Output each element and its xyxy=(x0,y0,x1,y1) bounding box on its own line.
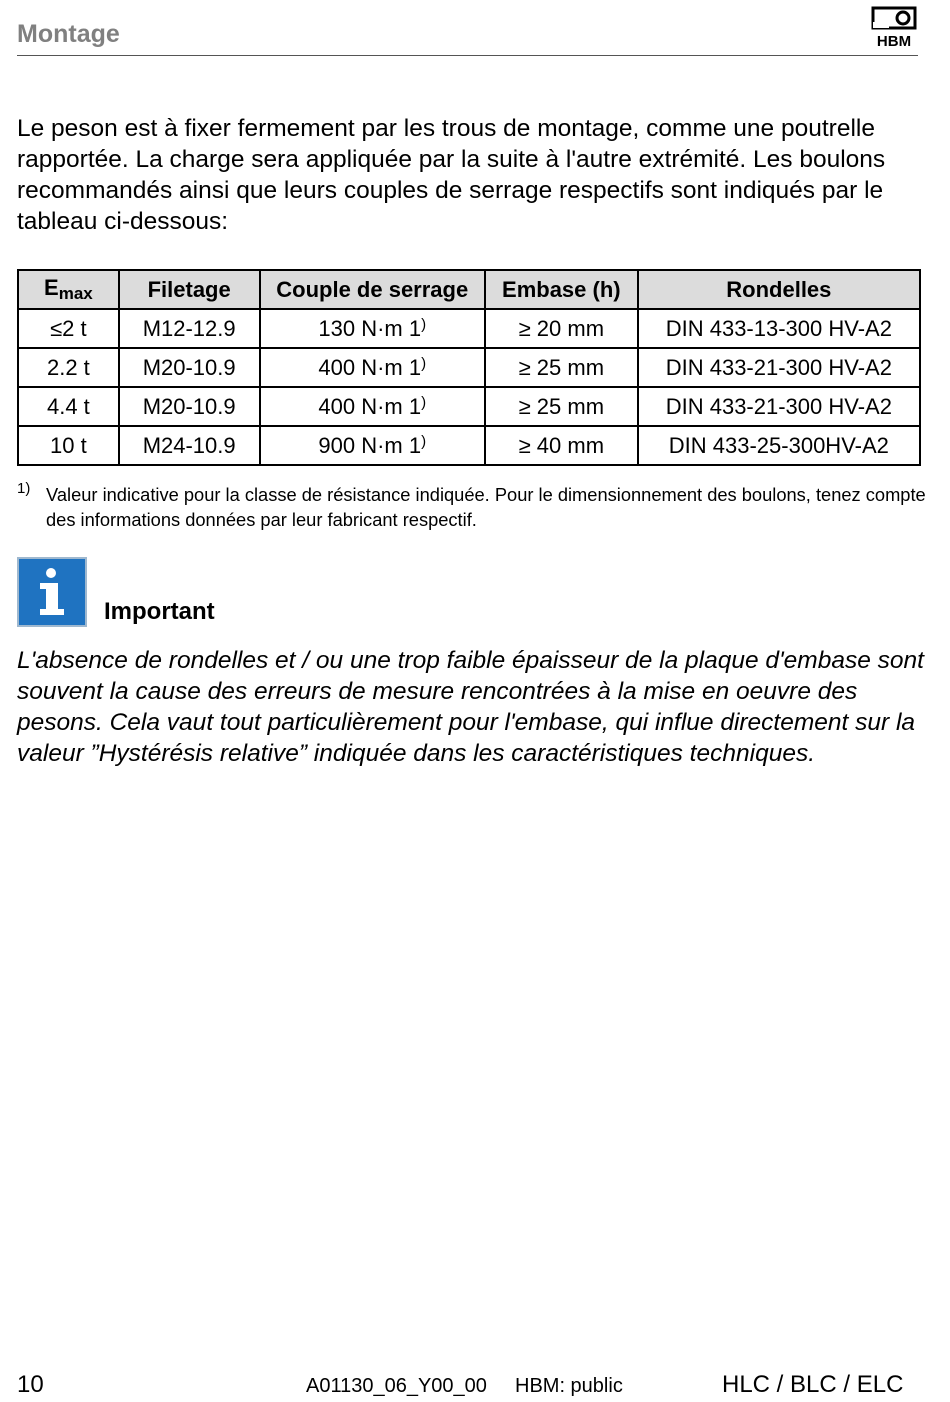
bolt-spec-table xyxy=(17,269,921,466)
table-row xyxy=(18,387,920,426)
cell-base: ≥ 40 mm xyxy=(485,426,638,465)
header-thread: Filetage xyxy=(119,270,260,309)
section-title: Montage xyxy=(17,20,120,48)
important-text: L'absence de rondelles et / ou une trop faible épaisseur de la plaque d'embase sont souvent la cause des erreurs de mesure rencontrées à la mise en oeuvre des pesons. Cela vaut tout particulièrement pour l'embase, qui influe directement sur la valeur ”Hystérésis relative” indiquée dans les caractéristiques techniques. xyxy=(17,647,924,767)
page-number: 10 xyxy=(17,1371,44,1398)
cell-washers: DIN 433-13-300 HV-A2 xyxy=(638,309,920,348)
table-row xyxy=(18,309,920,348)
table-header-row xyxy=(18,270,920,309)
intro-paragraph: Le peson est à fixer fermement par les trous de montage, comme une poutrelle rapportée. La charge sera appliquée par la suite à l'autre extrémité. Les boulons recommandés ainsi que leurs couples de serrage respectifs sont indiqués par le tableau ci-dessous: xyxy=(17,115,886,235)
footnote-text: Valeur indicative pour la classe de résistance indiquée. Pour le dimensionnement des boulons, tenez compte des informations données par leur fabricant respectif. xyxy=(46,484,926,530)
svg-text:HBM: HBM xyxy=(876,33,912,48)
cell-washers: DIN 433-21-300 HV-A2 xyxy=(638,387,920,426)
cell-washers: DIN 433-25-300HV-A2 xyxy=(638,426,920,465)
header-torque: Couple de serrage xyxy=(260,270,485,309)
cell-emax: ≤2 t xyxy=(18,309,119,348)
table-row xyxy=(18,348,920,387)
cell-base: ≥ 25 mm xyxy=(485,348,638,387)
cell-torque: 400 N·m 1) xyxy=(260,348,485,387)
cell-thread: M24-10.9 xyxy=(119,426,260,465)
info-icon xyxy=(17,557,87,627)
footnote-marker: 1) xyxy=(17,480,31,497)
cell-emax: 4.4 t xyxy=(18,387,119,426)
cell-thread: M20-10.9 xyxy=(119,348,260,387)
cell-thread: M12-12.9 xyxy=(119,309,260,348)
header-washers: Rondelles xyxy=(638,270,920,309)
product-name: HLC / BLC / ELC xyxy=(722,1371,904,1398)
cell-base: ≥ 25 mm xyxy=(485,387,638,426)
cell-washers: DIN 433-21-300 HV-A2 xyxy=(638,348,920,387)
header-divider xyxy=(17,55,918,56)
hbm-logo xyxy=(870,6,918,48)
cell-emax: 10 t xyxy=(18,426,119,465)
cell-base: ≥ 20 mm xyxy=(485,309,638,348)
important-heading: Important xyxy=(104,598,215,625)
cell-torque: 130 N·m 1) xyxy=(260,309,485,348)
header-emax: $E_{max}$ xyxy=(18,270,119,309)
document-code: A01130_06_Y00_00 xyxy=(306,1375,487,1397)
cell-thread: M20-10.9 xyxy=(119,387,260,426)
header-base: Embase (h) xyxy=(485,270,638,309)
classification-label: HBM: public xyxy=(515,1375,623,1397)
table-row xyxy=(18,426,920,465)
cell-torque: 900 N·m 1) xyxy=(260,426,485,465)
cell-emax: 2.2 t xyxy=(18,348,119,387)
cell-torque: 400 N·m 1) xyxy=(260,387,485,426)
